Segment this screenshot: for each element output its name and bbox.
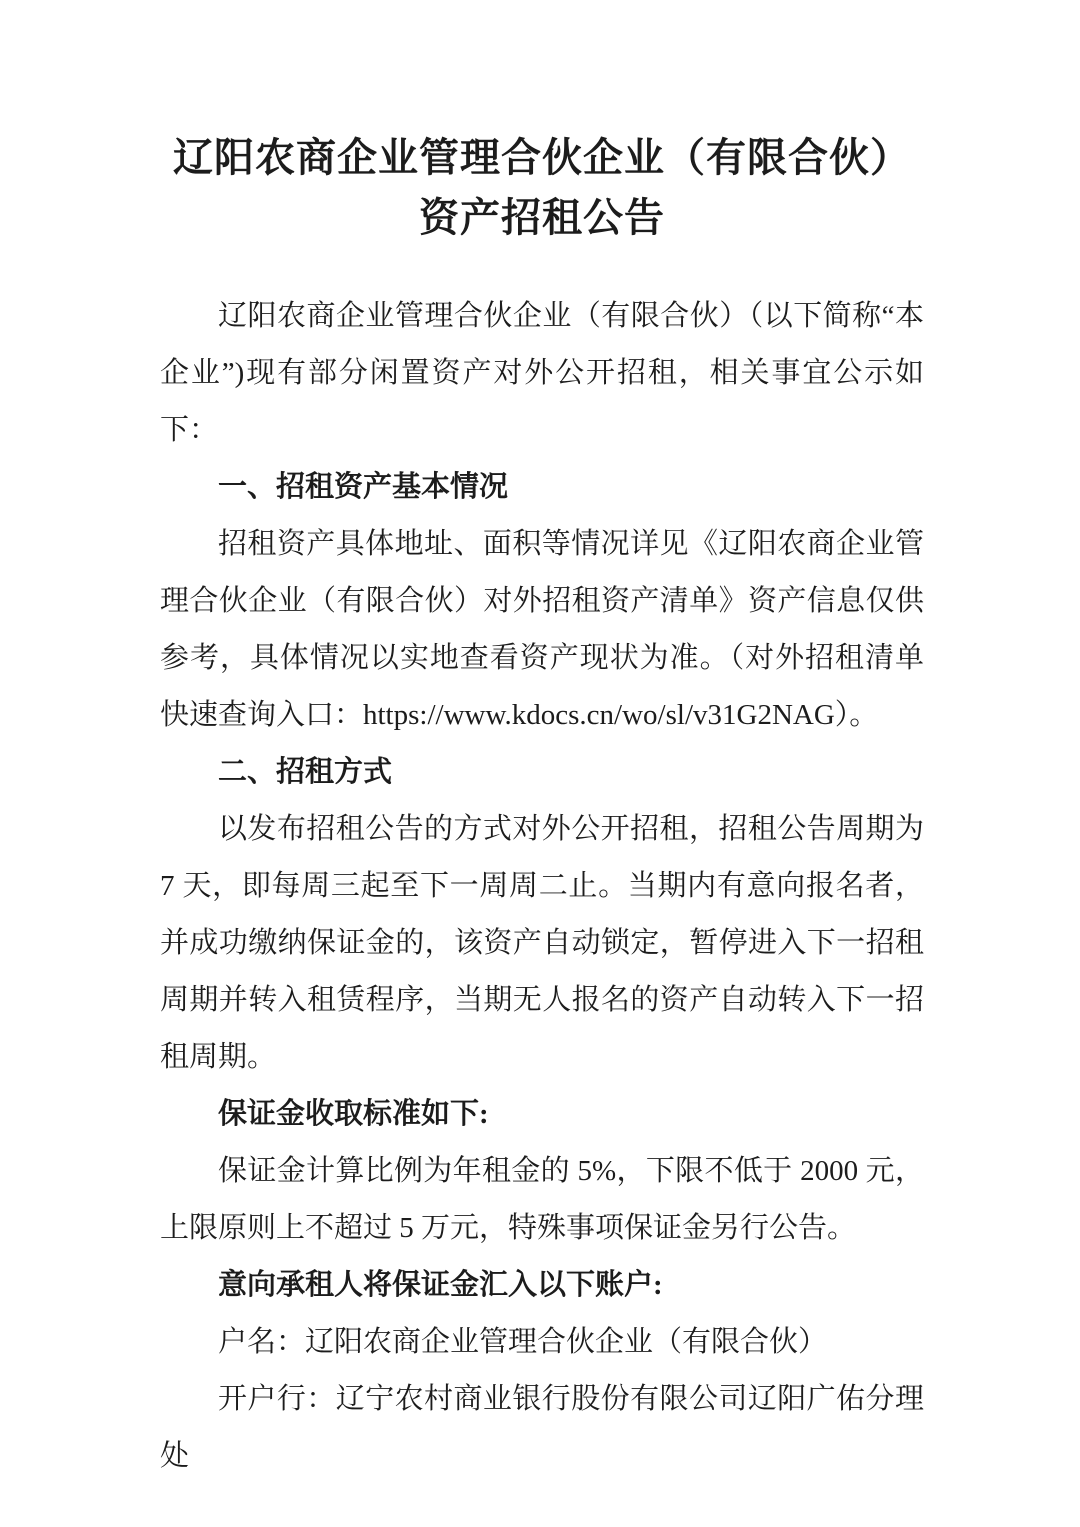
doc-title-line-1: 辽阳农商企业管理合伙企业（有限合伙） (173, 135, 911, 180)
heading-section-1: 一、招租资产基本情况 (218, 471, 509, 503)
heading-deposit-standard: 保证金收取标准如下: (218, 1098, 489, 1130)
paragraph-intro: 辽阳农商企业管理合伙企业（有限合伙）（以下简称“本企业”)现有部分闲置资产对外公开招租，相关事宜公示如下： (160, 300, 924, 446)
heading-deposit-account: 意向承租人将保证金汇入以下账户: (218, 1269, 663, 1301)
document-body (160, 288, 924, 1485)
doc-title-line-2: 资产招租公告 (419, 195, 665, 240)
paragraph-account-name: 户名：辽阳农商企业管理合伙企业（有限合伙） (218, 1326, 828, 1358)
paragraph-asset-info: 招租资产具体地址、面积等情况详见《辽阳农商企业管理合伙企业（有限合伙）对外招租资产清单》资产信息仅供参考，具体情况以实地查看资产现状为准。（对外招租清单快速查询入口：https://www.kdocs.cn/wo/sl/v31G2NAG）。 (160, 528, 924, 731)
paragraph-deposit-calc: 保证金计算比例为年租金的 5%，下限不低于 2000 元，上限原则上不超过 5 万元，特殊事项保证金另行公告。 (160, 1155, 924, 1244)
paragraph-leasing-method: 以发布招租公告的方式对外公开招租，招租公告周期为 7 天，即每周三起至下一周周二止。当期内有意向报名者，并成功缴纳保证金的，该资产自动锁定，暂停进入下一招租周期并转入租赁程序，当期无人报名的资产自动转入下一招租周期。 (160, 813, 924, 1073)
paragraph-account-bank: 开户行：辽宁农村商业银行股份有限公司辽阳广佑分理处 (160, 1383, 924, 1472)
document-title (160, 128, 924, 248)
heading-section-2: 二、招租方式 (218, 756, 393, 788)
